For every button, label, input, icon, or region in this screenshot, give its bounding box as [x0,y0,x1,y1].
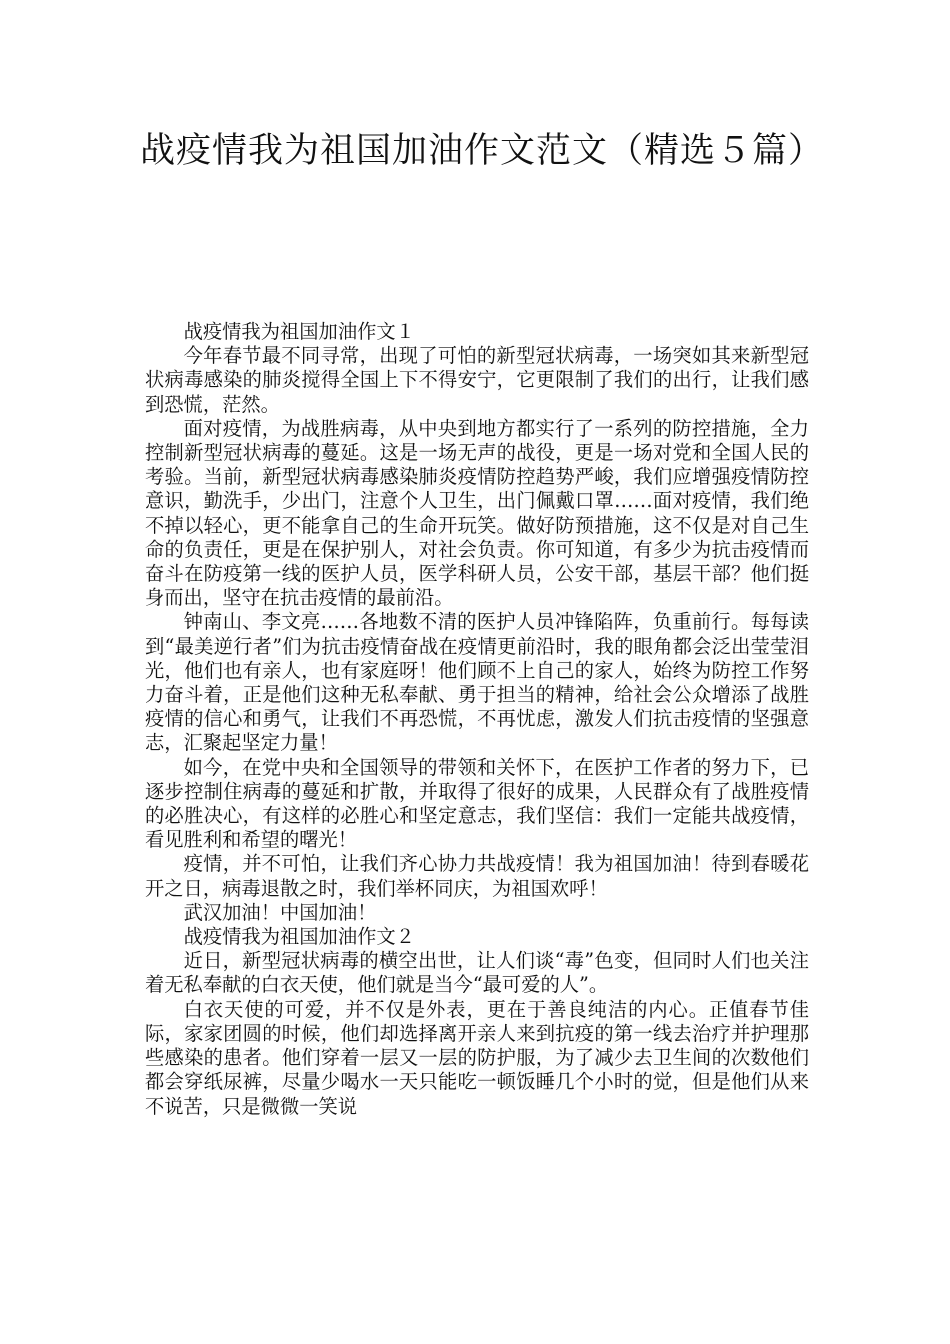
paragraph: 白衣天使的可爱，并不仅是外表，更在于善良纯洁的内心。正值春节佳际，家家团圆的时候，他们却选择离开亲人来到抗疫的第一线去治疗并护理那些感染的患者。他们穿着一层又一层的防护服，为了减少去卫生间的次数他们都会穿纸尿裤，尽量少喝水一天只能吃一顿饭睡几个小时的觉，但是他们从来不说苦，只是微微一笑说 [145,997,809,1118]
essay-heading-2: 战疫情我为祖国加油作文２ [183,925,415,949]
document-body [145,320,809,1119]
paragraph: 疫情，并不可怕，让我们齐心协力共战疫情！我为祖国加油！待到春暖花开之日，病毒退散之时，我们举杯同庆，为祖国欢呼！ [145,852,809,900]
paragraph: 如今，在党中央和全国领导的带领和关怀下，在医护工作者的努力下，已逐步控制住病毒的蔓延和扩散，并取得了很好的成果，人民群众有了战胜疫情的必胜决心，有这样的必胜心和坚定意志，我们坚信：我们一定能共战疫情，看见胜利和希望的曙光！ [145,755,809,852]
paragraph: 武汉加油！中国加油！ [183,900,377,924]
paragraph: 钟南山、李文亮……各地数不清的医护人员冲锋陷阵，负重前行。每每读到“最美逆行者”们为抗击疫情奋战在疫情更前沿时，我的眼角都会泛出莹莹泪光，他们也有亲人，也有家庭呀！他们顾不上自己的家人，始终为防控工作努力奋斗着，正是他们这种无私奉献、勇于担当的精神，给社会公众增添了战胜疫情的信心和勇气，让我们不再恐慌，不再忧虑，激发人们抗击疫情的坚强意志，汇聚起坚定力量！ [145,610,809,755]
essay-heading-1: 战疫情我为祖国加油作文１ [183,320,415,343]
paragraph: 近日，新型冠状病毒的横空出世，让人们谈“毒”色变，但同时人们也关注着无私奉献的白衣天使，他们就是当今“最可爱的人”。 [145,949,809,997]
document-title: 战疫情我为祖国加油作文范文（精选５篇） [140,131,825,171]
paragraph: 今年春节最不同寻常，出现了可怕的新型冠状病毒，一场突如其来新型冠状病毒感染的肺炎搅得全国上下不得安宁，它更限制了我们的出行，让我们感到恐慌，茫然。 [145,344,809,416]
paragraph: 面对疫情，为战胜病毒，从中央到地方都实行了一系列的防控措施，全力控制新型冠状病毒的蔓延。这是一场无声的战役，更是一场对党和全国人民的考验。当前，新型冠状病毒感染肺炎疫情防控趋势严峻，我们应增强疫情防控意识，勤洗手，少出门，注意个人卫生，出门佩戴口罩……面对疫情，我们绝不掉以轻心，更不能拿自己的生命开玩笑。做好防预措施，这不仅是对自己生命的负责任，更是在保护别人，对社会负责。你可知道，有多少为抗击疫情而奋斗在防疫第一线的医护人员，医学科研人员，公安干部，基层干部？他们挺身而出，坚守在抗击疫情的最前沿。 [145,416,809,610]
